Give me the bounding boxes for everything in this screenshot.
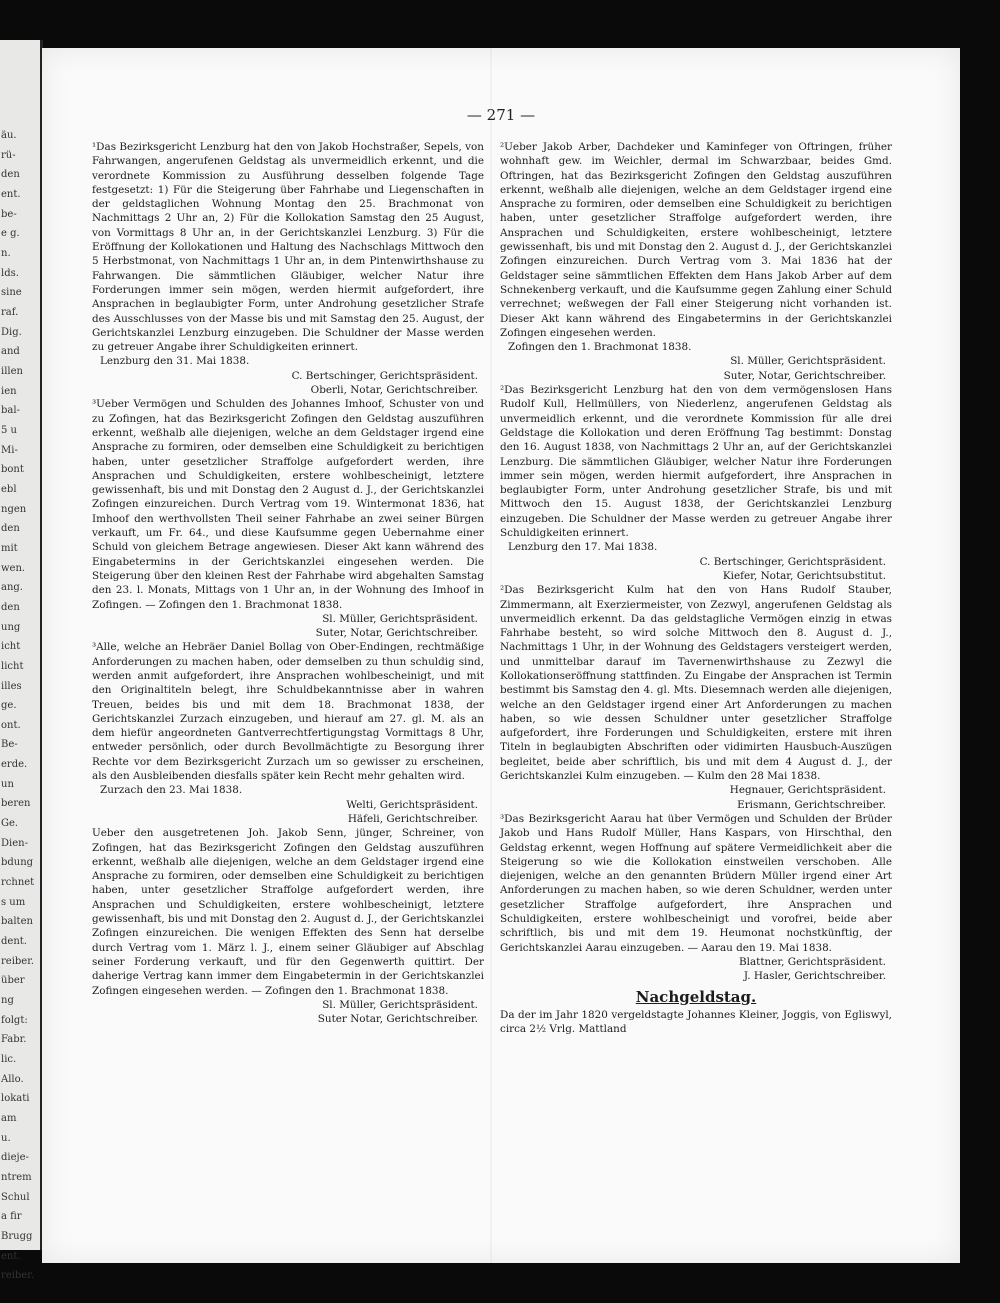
adjacent-page-fragment: Schul bbox=[1, 1191, 30, 1203]
adjacent-page-fragment: Brugg bbox=[1, 1231, 33, 1243]
adjacent-page-fragment: ung bbox=[1, 621, 21, 633]
adjacent-page-fragment: bal- bbox=[1, 405, 20, 417]
adjacent-page-fragment: licht bbox=[1, 660, 24, 672]
adjacent-page-fragment: reiber. bbox=[1, 1270, 35, 1282]
adjacent-page-fragment: den bbox=[1, 601, 20, 613]
notice-zofingen-senn bbox=[92, 826, 484, 1026]
adjacent-page-fragment: lokati bbox=[1, 1093, 30, 1105]
adjacent-page-fragment: beren bbox=[1, 798, 31, 810]
adjacent-page-fragment: sine bbox=[1, 287, 22, 299]
adjacent-page-fragment: den bbox=[1, 523, 20, 535]
adjacent-page-fragment: raf. bbox=[1, 306, 19, 318]
adjacent-page-fragment: ent. bbox=[1, 188, 21, 200]
signature-president: Sl. Müller, Gerichtspräsident. bbox=[322, 612, 478, 625]
adjacent-page-fragment: ont. bbox=[1, 719, 21, 731]
adjacent-page-fragment: icht bbox=[1, 641, 21, 653]
adjacent-page-fragment: a fir bbox=[1, 1211, 22, 1223]
adjacent-page-fragment: mit bbox=[1, 542, 18, 554]
notice-text: ¹Das Bezirksgericht Lenzburg hat den von Jakob Hochstraßer, Sepels, von Fahrwangen, angerufenen Geldstag als unvermeidlich erkennt, und die verordnete Kommission zu Ausführung desselben folgende Tage festgesetzt: 1) Für die Steigerung über Fahrhabe und Liegenschaften in der geldstaglichen Wohnung Montag den 25. Brachmonat von Nachmittags 2 Uhr an, 2) Für die Kollokation Samstag den 25 August, von Vormittags 8 Uhr an, in der Gerichtskanzlei Lenzburg. 3) Für die Eröffnung der Kollokationen und Haltung des Nachschlags Mittwoch den 5 Herbstmonat, von Nachmittags 1 Uhr an, in dem Pintenwirthshause zu Fahrwangen. Die sämmtlichen Gläubiger, welcher Natur ihre Forderungen immer sein mögen, werden hiermit aufgefordert, ihre Ansprachen in beglaubigter Form, unter Androhung gesetzlicher Strafe des Ausschlusses von der Masse bis und mit Samstag den 25. August, der Gerichtskanzlei Lenzburg einzugeben. Die Schuldner der Masse werden zu getreuer Angabe ihrer Schuldigkeiten erinnert. bbox=[92, 141, 484, 354]
adjacent-page-fragment: Dien- bbox=[1, 837, 28, 849]
notice-aarau-mueller bbox=[500, 812, 892, 984]
signature-clerk: Suter, Notar, Gerichtschreiber. bbox=[723, 369, 886, 382]
signature-president: Hegnauer, Gerichtspräsident. bbox=[729, 784, 886, 797]
adjacent-page-fragment: über bbox=[1, 975, 25, 987]
notice-text: ³Das Bezirksgericht Aarau hat über Vermögen und Schulden der Brüder Jakob und Hans Rudolf Müller, Hans Kaspars, von Hirschthal, den Geldstag erkennt, wegen Hoffnung auf spätere Vermeidlichkeit aber die Steigerung so wie die Kollokation einstweilen verschoben. Alle diejenigen, welche an den genannten Brüdern Müller irgend einer Art Anforderungen zu machen haben, so wie deren Schuldner, werden unter gesetzlicher Straffolge aufgefordert, ihre Ansprachen und Schuldigkeiten, erstere wohlbescheinigt und vorofrei, beide aber schriftlich, bis und mit dem 19. Heumonat nochstkünftig, der Gerichtskanzlei Aarau einzugeben. — Aarau den 19. Mai 1838. bbox=[500, 812, 892, 954]
adjacent-page-fragment: dent. bbox=[1, 936, 27, 948]
notice-lenzburg-kull bbox=[500, 383, 892, 583]
signature-clerk: Kiefer, Notar, Gerichtsubstitut. bbox=[722, 569, 886, 582]
adjacent-page-fragment: folgt: bbox=[1, 1014, 28, 1026]
notice-text: ²Ueber Jakob Arber, Dachdeker und Kaminfeger von Oftringen, früher wohnhaft gew. im Weichler, dermal im Schwarzbaar, beides Gmd. Oftringen, hat das Bezirksgericht Zofingen den Geldstag auszuführen erkennt, weßhalb alle diejenigen, welche an dem Geldstager irgend eine Ansprache zu formiren, oder demselben eine Schuldigkeit zu berichtigen haben, unter gesetzlicher Straffolge aufgefordert werden, ihre Ansprachen und Schuldigkeiten, erstere wohlbescheinigt, letztere gewissenhaft, bis und mit Donstag den 2. August d. J., der Gerichtskanzlei Zofingen einzureichen. Durch Vertrag vom 3. Mai 1836 hat der Geldstager seine sämmtlichen Effekten dem Hans Jakob Arber auf dem Schnekenberg verkauft, und die Kaufsumme gegen Zahlung einer Schuld verrechnet; weßwegen der Fall einer Steigerung nicht vorhanden ist. Dieser Akt kann während des Eingabetermins in der Gerichtskanzlei Zofingen eingesehen werden. bbox=[500, 141, 892, 339]
adjacent-page-fragment: Mi- bbox=[1, 444, 18, 456]
adjacent-page-fragment: ng bbox=[1, 995, 14, 1007]
notice-lenzburg-hochstrasser bbox=[92, 140, 484, 397]
notice-text: ²Das Bezirksgericht Lenzburg hat den von dem vermögenslosen Hans Rudolf Kull, Hellmüllers, von Niederlenz, angerufenen Geldstag als unvermeidlich erkennt, und die verordnete Kommission für alle drei Geldstage die Kollokation und deren Eröffnung Tag bestimmt: Donstag den 16. August 1838, von Nachmittags 2 Uhr an, auf der Gerichtskanzlei Lenzburg. Die sämmtlichen Gläubiger, welcher Natur ihre Forderungen immer sein mögen, werden hiermit aufgefordert, ihre Ansprachen in beglaubigter Form, unter Androhung gesetzlicher Strafe, bis und mit Mittwoch den 15. August 1838, der Gerichtskanzlei Lenzburg einzugeben. Die Schuldner der Masse werden zu getreuer Angabe ihrer Schuldigkeiten erinnert. bbox=[500, 384, 892, 540]
signature-clerk: Oberli, Notar, Gerichtschreiber. bbox=[310, 384, 478, 397]
adjacent-page-fragment: ngen bbox=[1, 503, 27, 515]
adjacent-page-fragment: rchnet bbox=[1, 877, 35, 889]
adjacent-page-fragment: n. bbox=[1, 247, 11, 259]
notice-text: ³Alle, welche an Hebräer Daniel Bollag von Ober-Endingen, rechtmäßige Anforderungen zu machen haben, oder demselben zu thun schuldig sind, werden anmit aufgefordert, ihre Ansprachen wohlbescheinigt, und mit den Originaltiteln belegt, ihre Schuldbekanntnisse aber in wahren Treuen, beides bis und mit dem 18. Brachmonat 1838, der Gerichtskanzlei Zurzach einzugeben, und hierauf am 27. gl. M. als an dem hiefür angeordneten Gantverrechtfertigungstag Vormittags 8 Uhr, entweder persönlich, oder durch Bevollmächtigte zu Besorgung ihrer Rechte vor dem Bezirksgericht Zurzach um so gewisser zu erscheinen, als den Ausbleibenden diesfalls später kein Recht mehr gehalten wird. bbox=[92, 641, 484, 783]
notice-kulm-stauber bbox=[500, 583, 892, 812]
signature-clerk: Suter Notar, Gerichtschreiber. bbox=[317, 1013, 478, 1026]
signature-clerk: Erismann, Gerichtschreiber. bbox=[737, 798, 886, 811]
adjacent-page-fragment: and bbox=[1, 346, 20, 358]
adjacent-page-fragment: un bbox=[1, 778, 14, 790]
adjacent-page-fragment: dieje- bbox=[1, 1152, 29, 1164]
signature-president: C. Bertschinger, Gerichtspräsident. bbox=[291, 369, 478, 382]
adjacent-page-fragment: lic. bbox=[1, 1054, 17, 1066]
signature-president: Blattner, Gerichtspräsident. bbox=[739, 955, 886, 968]
notice-date: Zurzach den 23. Mai 1838. bbox=[100, 784, 243, 797]
final-notice-text: Da der im Jahr 1820 vergeldstagte Johannes Kleiner, Joggis, von Egliswyl, circa 2½ Vrlg. Mattland bbox=[500, 1008, 892, 1036]
adjacent-page-fragment: u. bbox=[1, 1132, 11, 1144]
notice-date: Zofingen den 1. Brachmonat 1838. bbox=[508, 341, 692, 354]
adjacent-page-fragment: erde. bbox=[1, 759, 28, 771]
signature-president: Sl. Müller, Gerichtspräsident. bbox=[322, 998, 478, 1011]
notice-zofingen-imhoof bbox=[92, 397, 484, 640]
adjacent-page-fragment: ebl bbox=[1, 483, 17, 495]
adjacent-page-fragment: Allo. bbox=[1, 1073, 24, 1085]
adjacent-page-fragment: illes bbox=[1, 680, 22, 692]
adjacent-page-fragment: Ge. bbox=[1, 818, 19, 830]
adjacent-page-fragment: be- bbox=[1, 208, 17, 220]
notice-date: Lenzburg den 31. Mai 1838. bbox=[100, 355, 250, 368]
right-column bbox=[500, 140, 892, 1036]
left-column bbox=[92, 140, 484, 1026]
signature-clerk: Häfeli, Gerichtschreiber. bbox=[347, 812, 478, 825]
signature-president: Welti, Gerichtspräsident. bbox=[346, 798, 478, 811]
adjacent-page-fragment: äu. bbox=[1, 130, 17, 141]
notice-text: Ueber den ausgetretenen Joh. Jakob Senn, jünger, Schreiner, von Zofingen, hat das Bezirksgericht Zofingen den Geldstag auszuführen erkennt, weßhalb alle diejenigen, welche an dem Geldstager irgend eine Ansprache zu formiren, oder demselben eine Schuldigkeit zu berichtigen haben, unter gesetzlicher Straffolge aufgefordert werden, ihre Ansprachen und Schuldigkeiten, erstere wohlbescheinigt, letztere gewissenhaft, bis und mit Donstag den 2. August d. J., der Gerichtskanzlei Zofingen einzureichen. Die wenigen Effekten des Senn hat derselbe durch Vertrag vom 1. März l. J., einem seiner Gläubiger auf Abschlag seiner Forderung verkauft, und für den Gegenwerth quittirt. Der daherige Vertrag kann immer dem Eingabetermin in der Gerichtskanzlei Zofingen eingesehen werden. — Zofingen den 1. Brachmonat 1838. bbox=[92, 827, 484, 997]
adjacent-page-fragment: den bbox=[1, 169, 20, 181]
adjacent-page-fragment: 5 u bbox=[1, 424, 17, 436]
newspaper-page bbox=[42, 48, 960, 1263]
adjacent-page-fragment: Dig. bbox=[1, 326, 22, 338]
signature-clerk: Suter, Notar, Gerichtschreiber. bbox=[315, 627, 478, 640]
adjacent-page-fragment: illen bbox=[1, 365, 23, 377]
adjacent-page-fragment: rü- bbox=[1, 149, 16, 161]
adjacent-page-fragment: wen. bbox=[1, 562, 26, 574]
notice-text: ²Das Bezirksgericht Kulm hat den von Hans Rudolf Stauber, Zimmermann, alt Exerziermeister, von Zezwyl, angerufenen Geldstag als unvermeidlich erkennt. Da das geldstagliche Vermögen einzig in etwas Fahrhabe besteht, so wird solche Mittwoch den 8. August d. J., Nachmittags 1 Uhr, in der Wohnung des Geldstagers versteigert werden, und unmittelbar darauf im Tavernenwirthshause zu Zezwyl die Kollokationseröffnung stattfinden. Zu Eingabe der Ansprachen ist Termin bestimmt bis Samstag den 4. gl. Mts. Diesemnach werden alle diejenigen, welche an den Geldstager irgend einer Art Anforderungen zu machen haben, so wie dessen Schuldner unter gesetzlicher Straffolge aufgefordert, ihre Forderungen und Schuldigkeiten, erstere mit ihren Titeln in beglaubigten Abschriften oder vidimirten Hausbuch-Auszügen begleitet, beide aber schriftlich, bis und mit dem 4 August d. J., der Gerichtskanzlei Kulm einzugeben. — Kulm den 28 Mai 1838. bbox=[500, 584, 892, 783]
adjacent-page-fragment: ent. bbox=[1, 1250, 21, 1262]
section-heading: Nachgeldstag. bbox=[635, 987, 757, 1006]
signature-clerk: J. Hasler, Gerichtschreiber. bbox=[743, 970, 886, 983]
notice-date: Lenzburg den 17. Mai 1838. bbox=[508, 541, 658, 554]
signature-president: C. Bertschinger, Gerichtspräsident. bbox=[699, 555, 886, 568]
adjacent-page-fragment: am bbox=[1, 1113, 17, 1125]
adjacent-page-fragment: ge. bbox=[1, 700, 17, 712]
adjacent-page-fragment: lds. bbox=[1, 267, 19, 279]
adjacent-page-fragment: bont bbox=[1, 464, 24, 476]
signature-president: Sl. Müller, Gerichtspräsident. bbox=[730, 355, 886, 368]
adjacent-page-fragment: s um bbox=[1, 896, 26, 908]
adjacent-page-fragment: ien bbox=[1, 385, 17, 397]
notice-text: ³Ueber Vermögen und Schulden des Johannes Imhoof, Schuster von und zu Zofingen, hat das Bezirksgericht Zofingen den Geldstag auszuführen erkennt, weßhalb alle diejenigen, welche an dem Geldstager irgend eine Ansprache zu formiren, oder demselben eine Schuldigkeit zu berichtigen haben, unter gesetzlicher Straffolge aufgefordert werden, ihre Ansprachen und Schuldigkeiten, erstere wohlbescheinigt, letztere gewissenhaft, bis und mit Donstag den 2 August d. J., der Gerichtskanzlei Zofingen einzureichen. Durch Vertrag vom 19. Wintermonat 1836, hat Imhoof den werthvollsten Theil seiner Fahrhabe an zwei seiner Bürgen verkauft, um Fr. 64., und diese Kaufsumme gegen Uebernahme einer Schuld von gleichem Betrage angewiesen. Dieser Akt kann während des Eingabetermins in der Gerichtskanzlei eingesehen werden. Die Steigerung über den kleinen Rest der Fahrhabe wird abgehalten Samstag den 23. l. Monats, Mittags von 1 Uhr an, in der Wohnung des Imhoof in Zofingen. — Zofingen den 1. Brachmonat 1838. bbox=[92, 398, 484, 611]
adjacent-page-fragment: Fabr. bbox=[1, 1034, 27, 1046]
adjacent-page-fragment: Be- bbox=[1, 739, 18, 751]
adjacent-page-fragment: balten bbox=[1, 916, 33, 928]
page-crease bbox=[490, 48, 492, 1263]
notice-zurzach-bollag bbox=[92, 640, 484, 826]
page-number: — 271 — bbox=[466, 106, 536, 124]
adjacent-page-edge bbox=[0, 40, 43, 1282]
adjacent-page-fragment: bdung bbox=[1, 857, 34, 869]
adjacent-page-fragment: e g. bbox=[1, 228, 20, 240]
notice-zofingen-arber bbox=[500, 140, 892, 383]
adjacent-page-fragment: reiber. bbox=[1, 955, 35, 967]
adjacent-page-fragment: ntrem bbox=[1, 1172, 32, 1184]
adjacent-page-fragment: ang. bbox=[1, 582, 23, 594]
